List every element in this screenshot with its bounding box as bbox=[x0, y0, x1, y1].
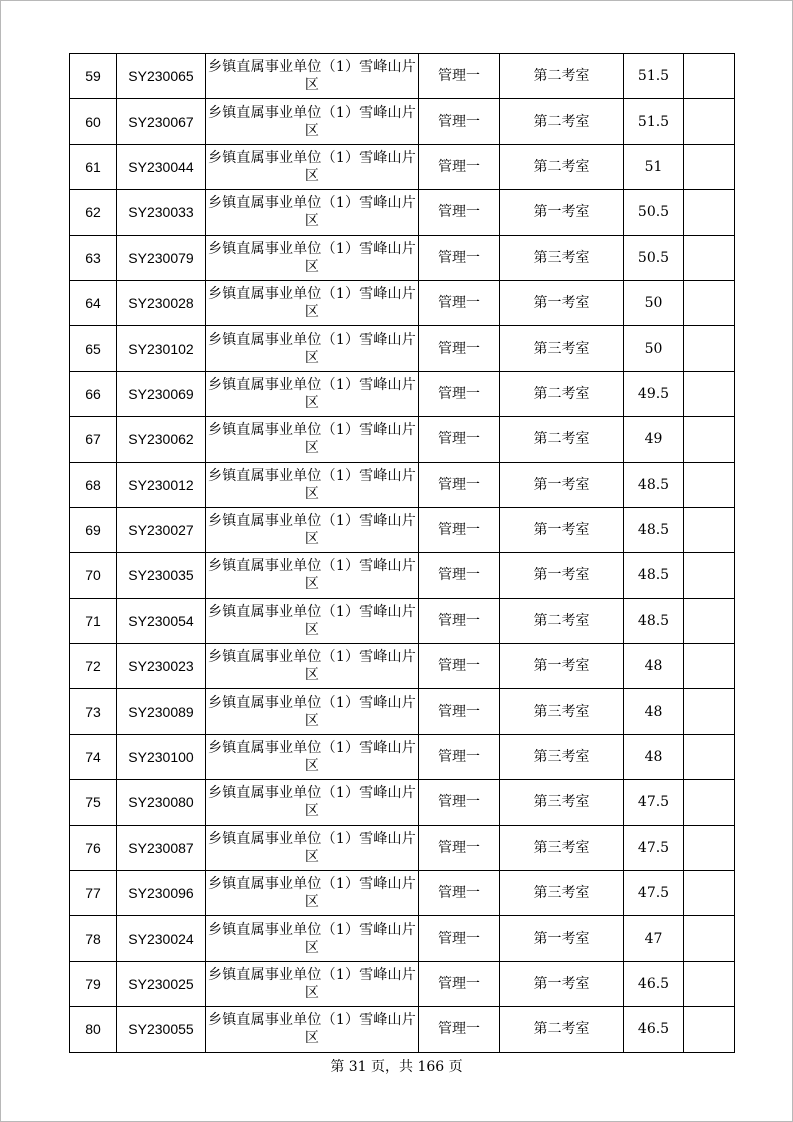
table-row bbox=[70, 689, 735, 734]
row-number: 69 bbox=[70, 507, 117, 552]
score: 48.5 bbox=[624, 507, 684, 552]
score: 48 bbox=[624, 689, 684, 734]
remark-cell bbox=[684, 417, 735, 462]
employer-unit: 乡镇直属事业单位（1）雪峰山片区 bbox=[206, 916, 419, 961]
position: 管理一 bbox=[419, 916, 500, 961]
position: 管理一 bbox=[419, 825, 500, 870]
table-row bbox=[70, 99, 735, 144]
results-table bbox=[69, 53, 735, 1053]
remark-cell bbox=[684, 598, 735, 643]
employer-unit: 乡镇直属事业单位（1）雪峰山片区 bbox=[206, 644, 419, 689]
score: 47.5 bbox=[624, 871, 684, 916]
exam-room: 第二考室 bbox=[500, 598, 624, 643]
page-footer: 第 31 页，共 166 页 bbox=[330, 1059, 463, 1075]
employer-unit: 乡镇直属事业单位（1）雪峰山片区 bbox=[206, 734, 419, 779]
row-number: 79 bbox=[70, 961, 117, 1006]
score: 49 bbox=[624, 417, 684, 462]
position: 管理一 bbox=[419, 598, 500, 643]
score: 46.5 bbox=[624, 961, 684, 1006]
remark-cell bbox=[684, 780, 735, 825]
remark-cell bbox=[684, 190, 735, 235]
row-number: 76 bbox=[70, 825, 117, 870]
candidate-id: SY230065 bbox=[117, 54, 206, 99]
exam-room: 第二考室 bbox=[500, 144, 624, 189]
candidate-id: SY230024 bbox=[117, 916, 206, 961]
exam-room: 第一考室 bbox=[500, 280, 624, 325]
score: 50.5 bbox=[624, 190, 684, 235]
employer-unit: 乡镇直属事业单位（1）雪峰山片区 bbox=[206, 507, 419, 552]
remark-cell bbox=[684, 825, 735, 870]
row-number: 67 bbox=[70, 417, 117, 462]
employer-unit: 乡镇直属事业单位（1）雪峰山片区 bbox=[206, 825, 419, 870]
row-number: 71 bbox=[70, 598, 117, 643]
remark-cell bbox=[684, 54, 735, 99]
row-number: 63 bbox=[70, 235, 117, 280]
position: 管理一 bbox=[419, 235, 500, 280]
candidate-id: SY230079 bbox=[117, 235, 206, 280]
table-row bbox=[70, 326, 735, 371]
remark-cell bbox=[684, 99, 735, 144]
remark-cell bbox=[684, 961, 735, 1006]
candidate-id: SY230096 bbox=[117, 871, 206, 916]
employer-unit: 乡镇直属事业单位（1）雪峰山片区 bbox=[206, 371, 419, 416]
table-body bbox=[70, 54, 735, 1053]
table-row bbox=[70, 780, 735, 825]
position: 管理一 bbox=[419, 99, 500, 144]
row-number: 70 bbox=[70, 553, 117, 598]
employer-unit: 乡镇直属事业单位（1）雪峰山片区 bbox=[206, 689, 419, 734]
exam-room: 第一考室 bbox=[500, 190, 624, 235]
exam-room: 第三考室 bbox=[500, 825, 624, 870]
position: 管理一 bbox=[419, 507, 500, 552]
candidate-id: SY230044 bbox=[117, 144, 206, 189]
employer-unit: 乡镇直属事业单位（1）雪峰山片区 bbox=[206, 190, 419, 235]
remark-cell bbox=[684, 689, 735, 734]
table-row bbox=[70, 144, 735, 189]
table-row bbox=[70, 1007, 735, 1052]
table-row bbox=[70, 417, 735, 462]
position: 管理一 bbox=[419, 780, 500, 825]
employer-unit: 乡镇直属事业单位（1）雪峰山片区 bbox=[206, 871, 419, 916]
remark-cell bbox=[684, 553, 735, 598]
row-number: 74 bbox=[70, 734, 117, 779]
table-row bbox=[70, 734, 735, 779]
exam-room: 第三考室 bbox=[500, 326, 624, 371]
exam-room: 第三考室 bbox=[500, 734, 624, 779]
candidate-id: SY230087 bbox=[117, 825, 206, 870]
row-number: 77 bbox=[70, 871, 117, 916]
row-number: 59 bbox=[70, 54, 117, 99]
table-row bbox=[70, 644, 735, 689]
score: 49.5 bbox=[624, 371, 684, 416]
table-row bbox=[70, 916, 735, 961]
employer-unit: 乡镇直属事业单位（1）雪峰山片区 bbox=[206, 1007, 419, 1052]
score: 51 bbox=[624, 144, 684, 189]
table-row bbox=[70, 825, 735, 870]
remark-cell bbox=[684, 871, 735, 916]
row-number: 80 bbox=[70, 1007, 117, 1052]
employer-unit: 乡镇直属事业单位（1）雪峰山片区 bbox=[206, 99, 419, 144]
score: 48.5 bbox=[624, 462, 684, 507]
position: 管理一 bbox=[419, 689, 500, 734]
table-row bbox=[70, 371, 735, 416]
candidate-id: SY230080 bbox=[117, 780, 206, 825]
score: 50.5 bbox=[624, 235, 684, 280]
employer-unit: 乡镇直属事业单位（1）雪峰山片区 bbox=[206, 326, 419, 371]
score: 50 bbox=[624, 326, 684, 371]
position: 管理一 bbox=[419, 644, 500, 689]
employer-unit: 乡镇直属事业单位（1）雪峰山片区 bbox=[206, 961, 419, 1006]
candidate-id: SY230025 bbox=[117, 961, 206, 1006]
row-number: 60 bbox=[70, 99, 117, 144]
score: 48.5 bbox=[624, 553, 684, 598]
remark-cell bbox=[684, 1007, 735, 1052]
position: 管理一 bbox=[419, 280, 500, 325]
exam-room: 第二考室 bbox=[500, 371, 624, 416]
candidate-id: SY230062 bbox=[117, 417, 206, 462]
score: 48.5 bbox=[624, 598, 684, 643]
row-number: 64 bbox=[70, 280, 117, 325]
candidate-id: SY230100 bbox=[117, 734, 206, 779]
candidate-id: SY230055 bbox=[117, 1007, 206, 1052]
row-number: 66 bbox=[70, 371, 117, 416]
exam-room: 第一考室 bbox=[500, 553, 624, 598]
position: 管理一 bbox=[419, 1007, 500, 1052]
candidate-id: SY230028 bbox=[117, 280, 206, 325]
candidate-id: SY230023 bbox=[117, 644, 206, 689]
candidate-id: SY230067 bbox=[117, 99, 206, 144]
row-number: 65 bbox=[70, 326, 117, 371]
remark-cell bbox=[684, 280, 735, 325]
remark-cell bbox=[684, 462, 735, 507]
candidate-id: SY230033 bbox=[117, 190, 206, 235]
employer-unit: 乡镇直属事业单位（1）雪峰山片区 bbox=[206, 462, 419, 507]
remark-cell bbox=[684, 507, 735, 552]
table-row bbox=[70, 280, 735, 325]
remark-cell bbox=[684, 371, 735, 416]
position: 管理一 bbox=[419, 961, 500, 1006]
table-row bbox=[70, 871, 735, 916]
table-row bbox=[70, 598, 735, 643]
score: 51.5 bbox=[624, 99, 684, 144]
score: 47 bbox=[624, 916, 684, 961]
table-row bbox=[70, 235, 735, 280]
row-number: 78 bbox=[70, 916, 117, 961]
table-row bbox=[70, 190, 735, 235]
score: 47.5 bbox=[624, 780, 684, 825]
candidate-id: SY230035 bbox=[117, 553, 206, 598]
score: 47.5 bbox=[624, 825, 684, 870]
exam-room: 第二考室 bbox=[500, 417, 624, 462]
row-number: 73 bbox=[70, 689, 117, 734]
table-row bbox=[70, 553, 735, 598]
exam-room: 第二考室 bbox=[500, 54, 624, 99]
exam-room: 第一考室 bbox=[500, 916, 624, 961]
remark-cell bbox=[684, 144, 735, 189]
candidate-id: SY230027 bbox=[117, 507, 206, 552]
position: 管理一 bbox=[419, 553, 500, 598]
row-number: 61 bbox=[70, 144, 117, 189]
employer-unit: 乡镇直属事业单位（1）雪峰山片区 bbox=[206, 553, 419, 598]
remark-cell bbox=[684, 916, 735, 961]
row-number: 62 bbox=[70, 190, 117, 235]
employer-unit: 乡镇直属事业单位（1）雪峰山片区 bbox=[206, 54, 419, 99]
exam-room: 第一考室 bbox=[500, 462, 624, 507]
employer-unit: 乡镇直属事业单位（1）雪峰山片区 bbox=[206, 417, 419, 462]
employer-unit: 乡镇直属事业单位（1）雪峰山片区 bbox=[206, 598, 419, 643]
candidate-id: SY230069 bbox=[117, 371, 206, 416]
position: 管理一 bbox=[419, 871, 500, 916]
position: 管理一 bbox=[419, 734, 500, 779]
employer-unit: 乡镇直属事业单位（1）雪峰山片区 bbox=[206, 144, 419, 189]
exam-room: 第一考室 bbox=[500, 644, 624, 689]
table-row bbox=[70, 54, 735, 99]
score: 46.5 bbox=[624, 1007, 684, 1052]
position: 管理一 bbox=[419, 462, 500, 507]
exam-room: 第一考室 bbox=[500, 961, 624, 1006]
position: 管理一 bbox=[419, 190, 500, 235]
employer-unit: 乡镇直属事业单位（1）雪峰山片区 bbox=[206, 780, 419, 825]
row-number: 68 bbox=[70, 462, 117, 507]
remark-cell bbox=[684, 326, 735, 371]
table-row bbox=[70, 507, 735, 552]
score: 48 bbox=[624, 734, 684, 779]
exam-room: 第二考室 bbox=[500, 99, 624, 144]
candidate-id: SY230102 bbox=[117, 326, 206, 371]
score: 50 bbox=[624, 280, 684, 325]
exam-room: 第一考室 bbox=[500, 507, 624, 552]
table-row bbox=[70, 961, 735, 1006]
position: 管理一 bbox=[419, 417, 500, 462]
candidate-id: SY230012 bbox=[117, 462, 206, 507]
table-row bbox=[70, 462, 735, 507]
exam-room: 第二考室 bbox=[500, 1007, 624, 1052]
remark-cell bbox=[684, 235, 735, 280]
remark-cell bbox=[684, 644, 735, 689]
row-number: 72 bbox=[70, 644, 117, 689]
employer-unit: 乡镇直属事业单位（1）雪峰山片区 bbox=[206, 280, 419, 325]
row-number: 75 bbox=[70, 780, 117, 825]
position: 管理一 bbox=[419, 54, 500, 99]
exam-room: 第三考室 bbox=[500, 780, 624, 825]
score: 51.5 bbox=[624, 54, 684, 99]
exam-room: 第三考室 bbox=[500, 871, 624, 916]
employer-unit: 乡镇直属事业单位（1）雪峰山片区 bbox=[206, 235, 419, 280]
candidate-id: SY230054 bbox=[117, 598, 206, 643]
candidate-id: SY230089 bbox=[117, 689, 206, 734]
position: 管理一 bbox=[419, 144, 500, 189]
position: 管理一 bbox=[419, 371, 500, 416]
position: 管理一 bbox=[419, 326, 500, 371]
score: 48 bbox=[624, 644, 684, 689]
exam-room: 第三考室 bbox=[500, 235, 624, 280]
exam-room: 第三考室 bbox=[500, 689, 624, 734]
remark-cell bbox=[684, 734, 735, 779]
